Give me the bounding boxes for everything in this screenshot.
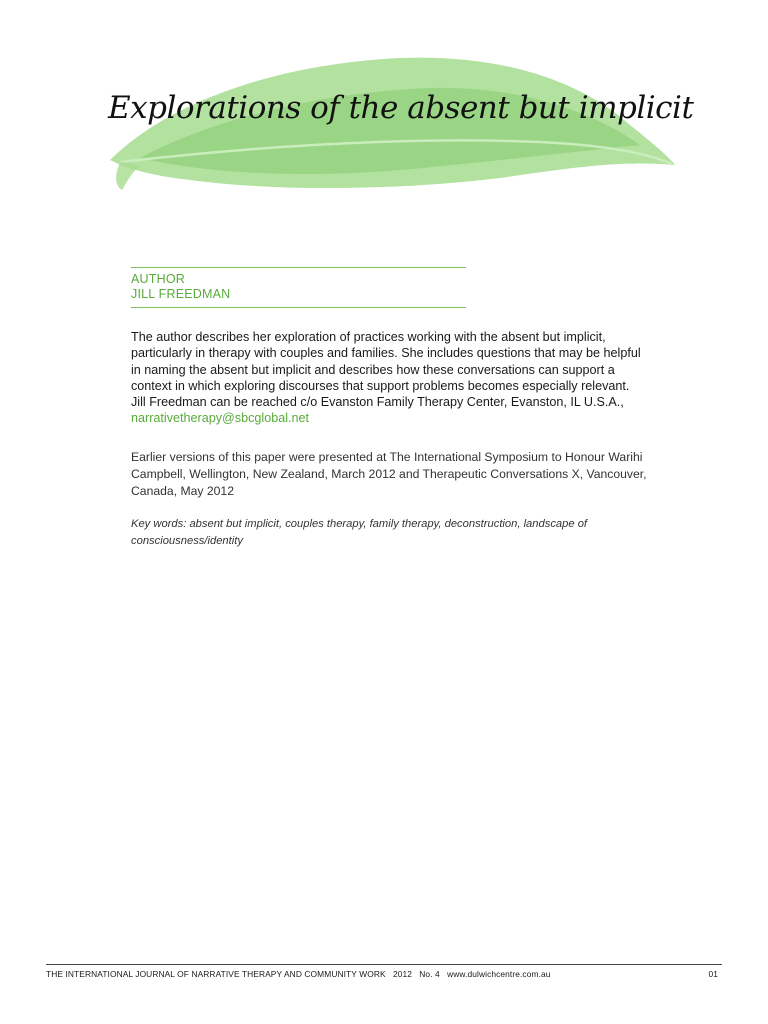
footer-journal-title: THE INTERNATIONAL JOURNAL OF NARRATIVE THERAPY AND COMMUNITY WORK xyxy=(46,969,386,979)
earlier-versions-note: Earlier versions of this paper were presented at The International Symposium to Honour Warihi Campbell, Wellington, New Zealand, March 2012 and Therapeutic Conversations X, Vancouver, Canada, May 2012 xyxy=(131,450,647,498)
footer-issue: No. 4 xyxy=(419,969,440,979)
author-heading: AUTHOR xyxy=(131,272,185,286)
author-email-link[interactable]: narrativetherapy@sbcglobal.net xyxy=(131,411,310,426)
abstract xyxy=(131,329,641,427)
abstract-text: The author describes her exploration of practices working with the absent but implicit, particularly in therapy with couples and families. She includes questions that may be helpful in naming the absent but implicit and describes how these conversations can support a context in which exploring discourses that support problems becomes especially relevant. Jill Freedman can be reached c/o Evanston Family Therapy Center, Evanston, IL U.S.A., xyxy=(131,330,641,410)
author-block xyxy=(131,267,466,308)
author-name: JILL FREEDMAN xyxy=(131,287,231,301)
footer-year: 2012 xyxy=(392,969,412,979)
leaf-tip xyxy=(116,162,140,190)
keywords: Key words: absent but implicit, couples therapy, family therapy, deconstruction, landscape of consciousness/identity xyxy=(131,518,588,547)
page-number: 01 xyxy=(708,969,718,979)
footer-website-link[interactable]: www.dulwichcentre.com.au xyxy=(447,969,551,979)
footer-divider xyxy=(46,964,722,965)
page-footer xyxy=(46,969,722,979)
article-title: Explorations of the absent but implicit xyxy=(108,90,694,126)
